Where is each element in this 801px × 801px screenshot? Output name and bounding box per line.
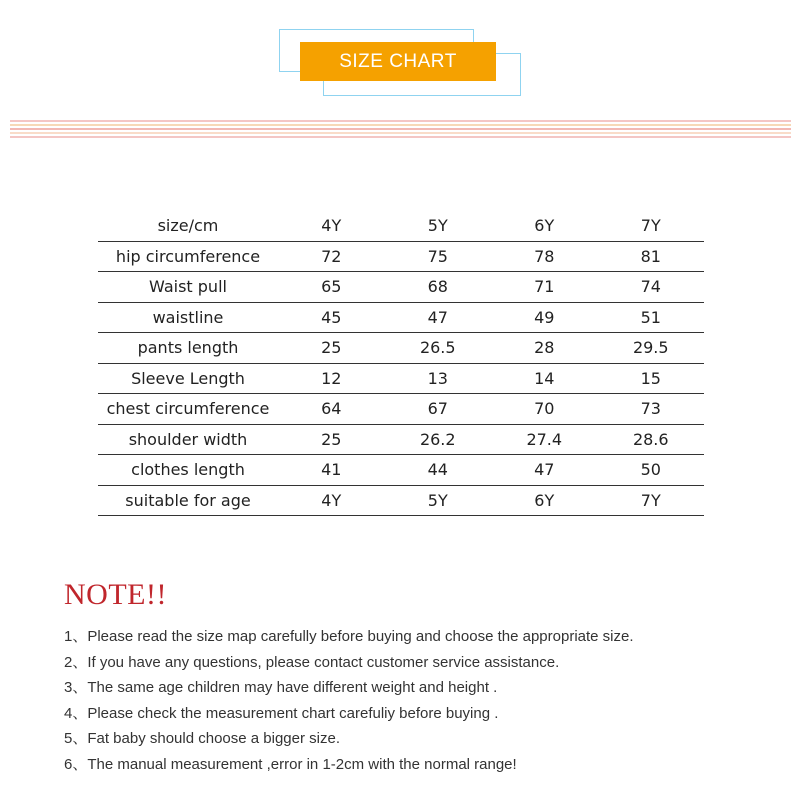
table-cell: 15 <box>598 363 705 394</box>
table-cell: 71 <box>491 272 598 303</box>
table-cell: 50 <box>598 455 705 486</box>
table-cell: 81 <box>598 241 705 272</box>
header-cell: 4Y <box>278 211 385 241</box>
table-cell: 41 <box>278 455 385 486</box>
stripe <box>10 136 791 138</box>
table-cell: 47 <box>491 455 598 486</box>
table-cell: 47 <box>385 302 492 333</box>
stripe <box>10 128 791 130</box>
stripe <box>10 132 791 134</box>
table-cell: 72 <box>278 241 385 272</box>
table-cell: 51 <box>598 302 705 333</box>
table-cell: 28.6 <box>598 424 705 455</box>
stripe <box>10 124 791 126</box>
note-item: 3、The same age children may have different weight and height . <box>64 679 498 696</box>
table-cell: 27.4 <box>491 424 598 455</box>
row-label: Sleeve Length <box>98 363 278 394</box>
note-item: 4、Please check the measurement chart carefuliy before buying . <box>64 704 499 722</box>
table-cell: 65 <box>278 272 385 303</box>
table-cell: 73 <box>598 394 705 425</box>
note-item: 2、If you have any questions, please contact customer service assistance. <box>64 653 560 671</box>
table-cell: 67 <box>385 394 492 425</box>
table-cell: 45 <box>278 302 385 333</box>
row-label: suitable for age <box>98 485 278 516</box>
row-label: hip circumference <box>98 241 278 272</box>
table-cell: 13 <box>385 363 492 394</box>
table-cell: 26.5 <box>385 333 492 364</box>
header-cell: 6Y <box>491 211 598 241</box>
table-row <box>98 394 704 425</box>
table-row <box>98 485 704 516</box>
table-row <box>98 363 704 394</box>
size-chart-title: SIZE CHART <box>300 42 496 81</box>
header-cell: size/cm <box>98 211 278 241</box>
note-item: 1、Please read the size map carefully before buying and choose the appropriate size. <box>64 628 634 645</box>
table-cell: 78 <box>491 241 598 272</box>
table-cell: 4Y <box>278 485 385 516</box>
table-cell: 49 <box>491 302 598 333</box>
table-row <box>98 455 704 486</box>
header-cell: 7Y <box>598 211 705 241</box>
table-header-row <box>98 211 704 241</box>
row-label: Waist pull <box>98 272 278 303</box>
header-cell: 5Y <box>385 211 492 241</box>
row-label: waistline <box>98 302 278 333</box>
note-item: 6、The manual measurement ,error in 1-2cm with the normal range! <box>64 755 517 773</box>
table-row <box>98 241 704 272</box>
row-label: clothes length <box>98 455 278 486</box>
row-label: pants length <box>98 333 278 364</box>
size-table <box>98 211 704 516</box>
table-cell: 5Y <box>385 485 492 516</box>
table-cell: 64 <box>278 394 385 425</box>
table-cell: 28 <box>491 333 598 364</box>
table-cell: 25 <box>278 333 385 364</box>
table-cell: 7Y <box>598 485 705 516</box>
table-cell: 44 <box>385 455 492 486</box>
row-label: shoulder width <box>98 424 278 455</box>
note-item: 5、Fat baby should choose a bigger size. <box>64 730 340 747</box>
table-cell: 29.5 <box>598 333 705 364</box>
table-row <box>98 333 704 364</box>
decorative-stripes <box>10 120 791 140</box>
table-row <box>98 302 704 333</box>
table-row <box>98 272 704 303</box>
table-cell: 14 <box>491 363 598 394</box>
row-label: chest circumference <box>98 394 278 425</box>
table-cell: 26.2 <box>385 424 492 455</box>
table-cell: 25 <box>278 424 385 455</box>
table-cell: 74 <box>598 272 705 303</box>
table-cell: 68 <box>385 272 492 303</box>
table-cell: 12 <box>278 363 385 394</box>
table-cell: 70 <box>491 394 598 425</box>
table-row <box>98 424 704 455</box>
stripe <box>10 120 791 122</box>
notes-list <box>64 626 634 779</box>
note-heading: NOTE!! <box>64 578 167 611</box>
table-cell: 6Y <box>491 485 598 516</box>
table-cell: 75 <box>385 241 492 272</box>
